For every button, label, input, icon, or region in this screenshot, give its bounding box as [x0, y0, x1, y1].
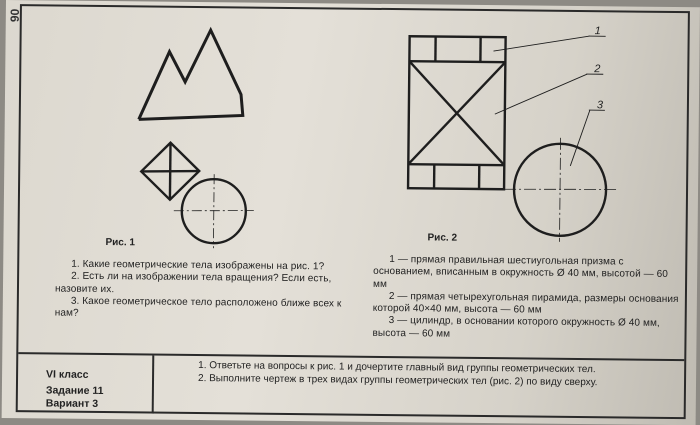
figure-2-legend: [372, 254, 683, 343]
figure-1-pyramid-top-view: [141, 142, 200, 200]
instruction-2: 2. Выполните чертеж в трех видах группы геометрических тел (рис. 2) по виду сверху.: [168, 372, 678, 390]
legend-item-3: 3 — цилиндр, в основании которого окружность Ø 40 мм, высота — 60 мм: [372, 315, 682, 343]
questions-list: [55, 259, 356, 324]
variant-label: Вариант 3: [46, 397, 98, 410]
figure-1-front-view: [139, 29, 244, 120]
figure-2-leader-lines: [492, 35, 605, 166]
figure-1-drawing: [137, 29, 255, 248]
worksheet-page: [2, 0, 700, 425]
leader-label-3: 3: [597, 99, 604, 111]
page-number: 90: [8, 9, 22, 23]
figure-1-caption: Рис. 1: [105, 237, 135, 248]
leader-label-2: 2: [593, 63, 600, 75]
instruction-1: 1. Ответьте на вопросы к рис. 1 и дочертите главный вид группы геометрических тел.: [168, 360, 678, 378]
leader-label-1: 1: [595, 25, 601, 37]
task-label: Задание 11: [46, 384, 104, 397]
figure-2-drawing: [408, 34, 618, 242]
question-2: 2. Есть ли на изображении тела вращения? Если есть, назовите их.: [55, 271, 355, 299]
question-1: 1. Какие геометрические тела изображены на рис. 1?: [55, 259, 355, 274]
assignment-info: [18, 354, 155, 413]
figure-2-cylinder-top-view: [504, 137, 617, 242]
figure-2-pyramid-top-view: [408, 61, 505, 165]
assignment-footer: [18, 352, 685, 419]
figure-2-caption: Рис. 2: [427, 232, 457, 243]
legend-item-1: 1 — прямая правильная шестиугольная призма с основанием, вписанным в окружность Ø 40 мм, высотой — 60 мм: [373, 254, 683, 294]
grade-label: VI класс: [46, 368, 89, 380]
legend-item-2: 2 — прямая четырехугольная пирамида, размеры основания которой 40×40 мм, высота — 60 мм: [373, 291, 683, 319]
assignment-instructions: [168, 360, 678, 390]
question-3: 3. Какое геометрическое тело расположено ближе всех к нам?: [55, 295, 355, 323]
